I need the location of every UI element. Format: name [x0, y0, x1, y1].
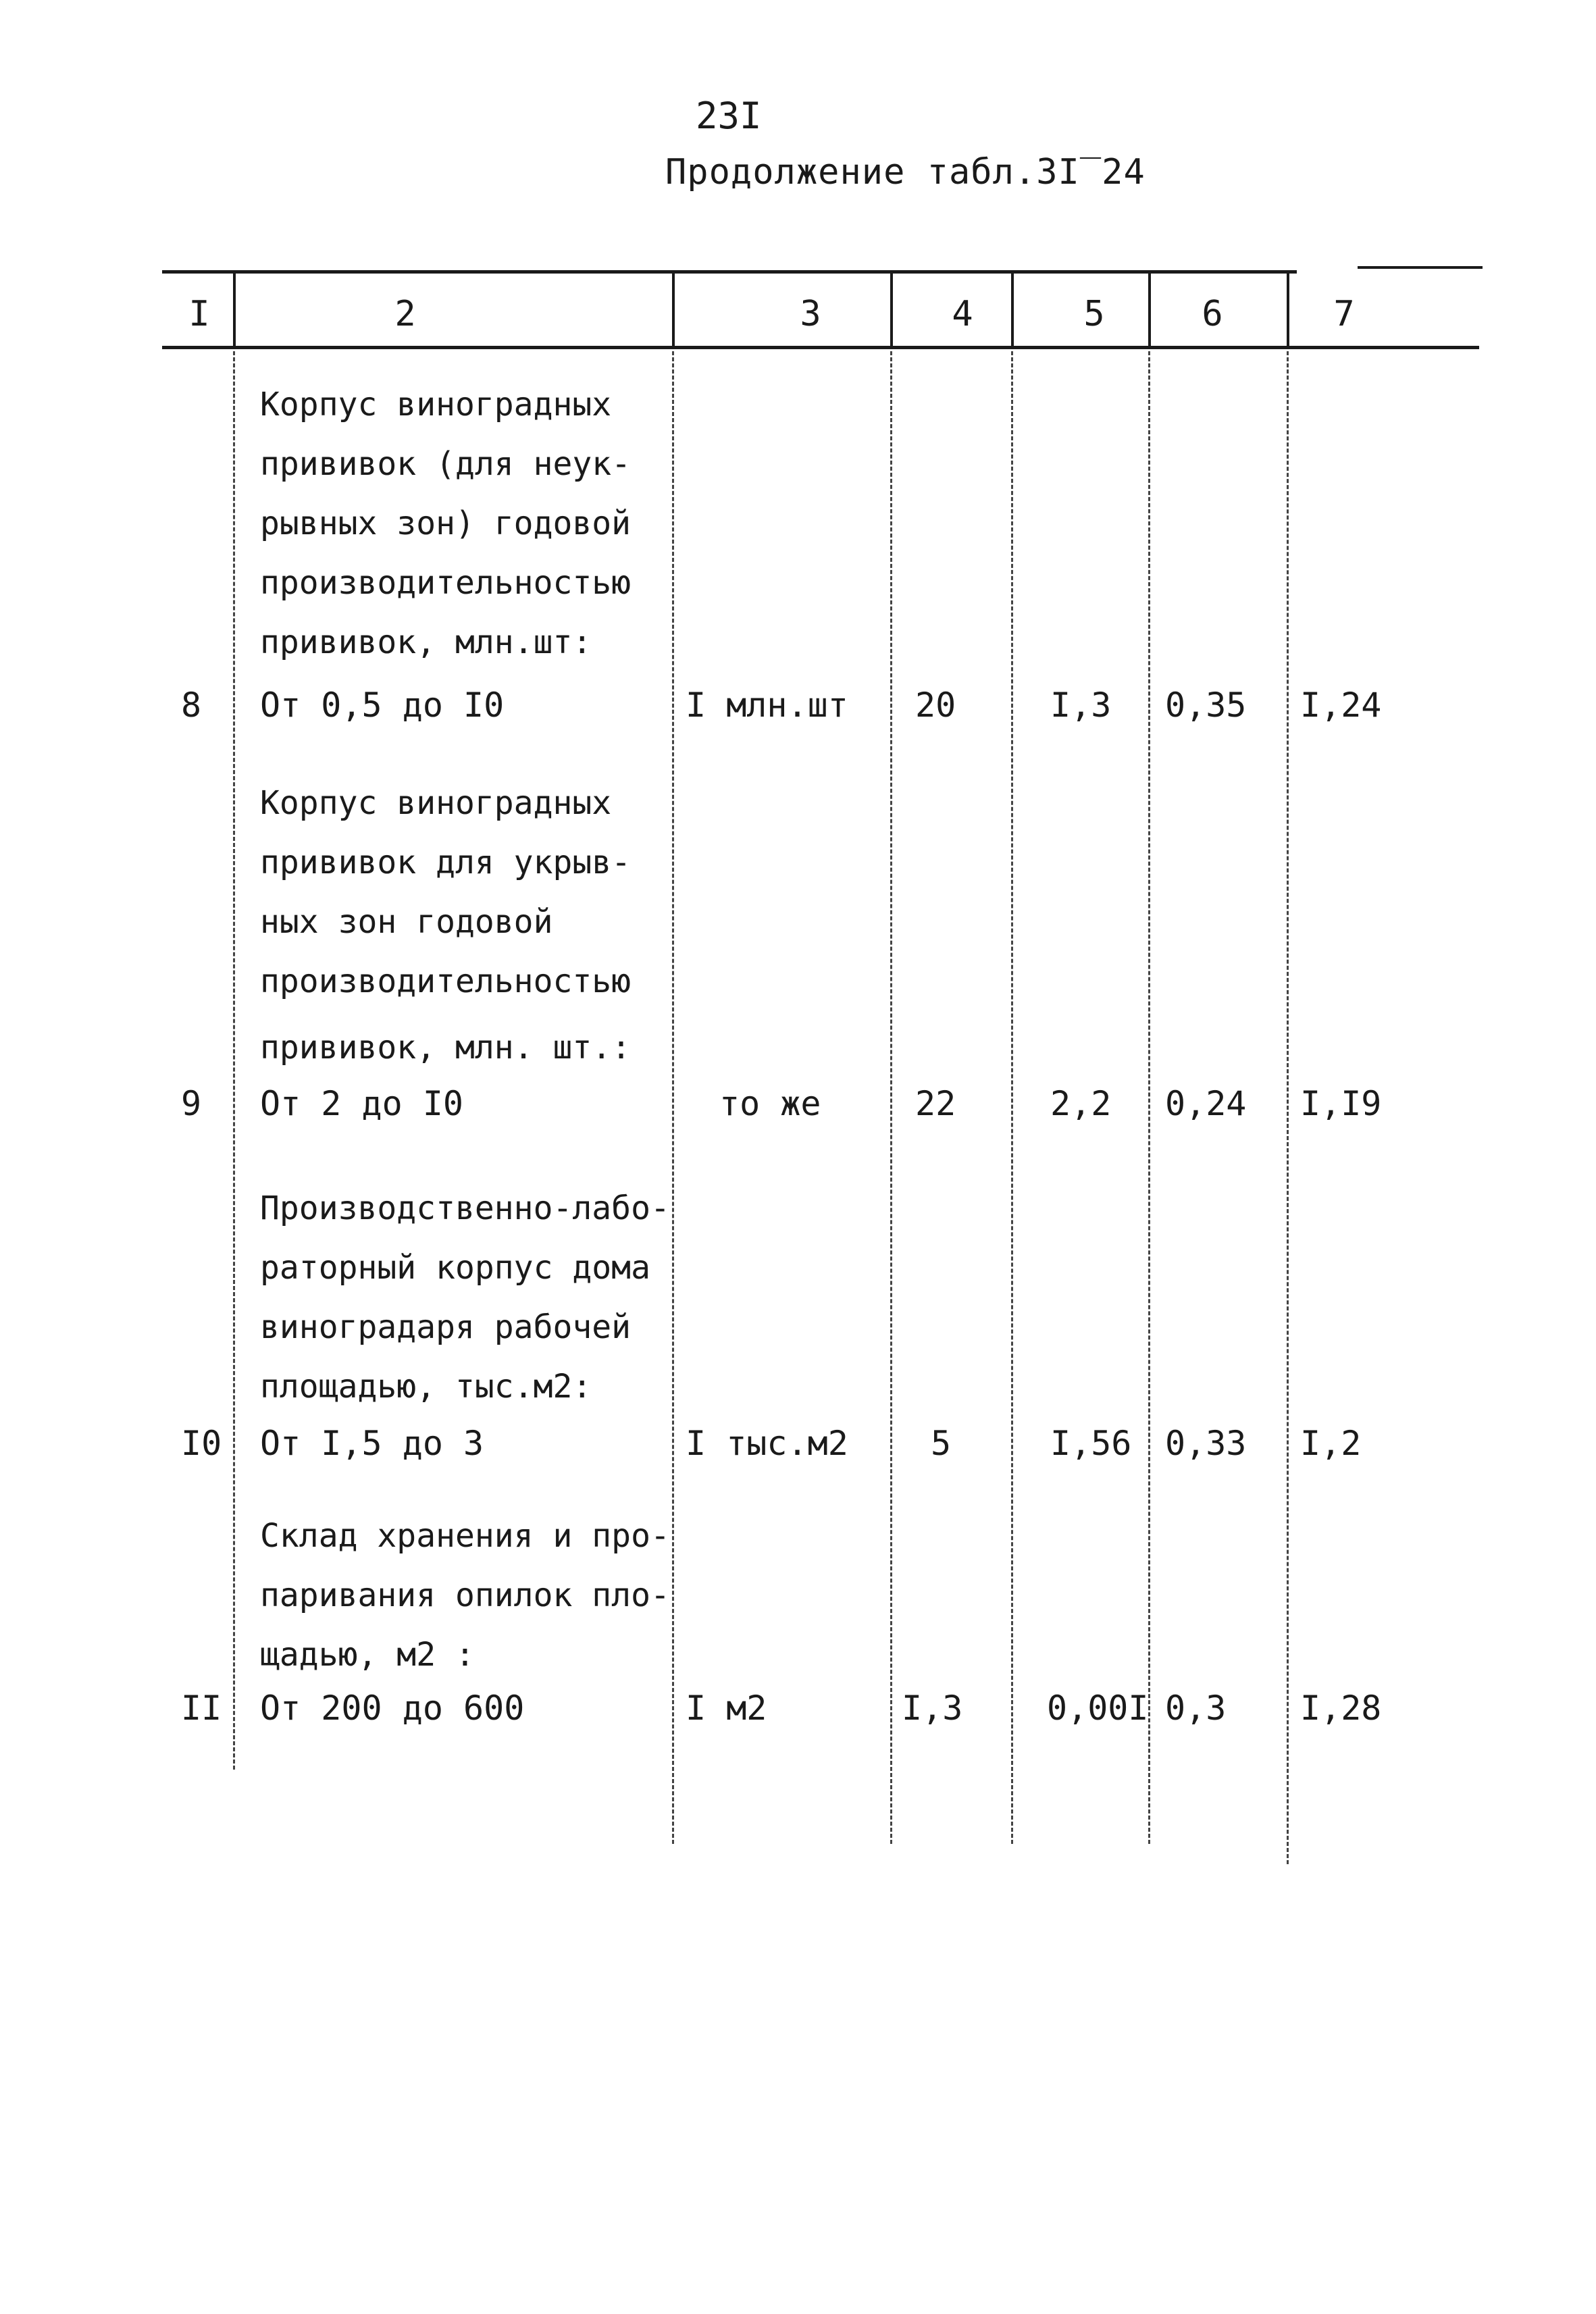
- row-col7: I,28: [1300, 1689, 1382, 1728]
- row-col4: 22: [915, 1084, 956, 1123]
- description-line: Корпус виноградных: [260, 784, 612, 822]
- description-line: прививок, млн.шт:: [260, 623, 592, 661]
- description-line: ных зон годовой: [260, 903, 553, 941]
- header-cell: 6: [1202, 294, 1223, 334]
- body-divider: [672, 351, 674, 1844]
- header-cell: 2: [394, 294, 416, 334]
- row-number: 9: [181, 1084, 202, 1123]
- row-col5: 2,2: [1050, 1084, 1112, 1123]
- row-col4: 5: [931, 1424, 952, 1463]
- header-divider: [672, 270, 675, 348]
- table-top-rule-extension: [1358, 266, 1483, 269]
- row-number: 8: [181, 686, 202, 725]
- header-cell: I: [188, 294, 210, 334]
- description-line: прививок (для неук-: [260, 445, 632, 483]
- header-divider: [1287, 270, 1289, 348]
- description-line: Склад хранения и про-: [260, 1517, 670, 1555]
- row-unit: то же: [719, 1084, 821, 1123]
- row-col7: I,I9: [1300, 1084, 1382, 1123]
- row-range: От 0,5 до I0: [260, 686, 505, 725]
- header-cell: 3: [800, 294, 821, 334]
- page-number: 23I: [696, 95, 762, 137]
- row-number: II: [181, 1689, 222, 1728]
- table-header-rule: [162, 346, 1479, 349]
- row-description: [260, 773, 631, 1077]
- row-description: [260, 375, 631, 672]
- row-unit: I млн.шт: [686, 686, 848, 725]
- description-line: паривания опилок пло-: [260, 1576, 670, 1614]
- header-divider: [1148, 270, 1151, 348]
- row-col7: I,24: [1300, 686, 1382, 725]
- row-col6: 0,24: [1165, 1084, 1247, 1123]
- row-description: [260, 1179, 670, 1416]
- row-unit: I м2: [686, 1689, 767, 1728]
- header-divider: [1011, 270, 1014, 348]
- description-line: раторный корпус дома: [260, 1249, 650, 1287]
- row-unit: I тыс.м2: [686, 1424, 848, 1463]
- description-line: прививок, млн. шт.:: [260, 1029, 632, 1066]
- row-col5: I,56: [1050, 1424, 1132, 1463]
- body-divider: [1011, 351, 1013, 1844]
- row-col4: 20: [915, 686, 956, 725]
- header-cell: 4: [952, 294, 973, 334]
- row-col7: I,2: [1300, 1424, 1362, 1463]
- row-range: От I,5 до 3: [260, 1424, 484, 1463]
- description-line: Корпус виноградных: [260, 386, 612, 423]
- row-col5: I,3: [1050, 686, 1112, 725]
- body-divider: [233, 351, 235, 1770]
- body-divider: [1148, 351, 1150, 1844]
- description-line: Производственно-лабо-: [260, 1189, 670, 1227]
- header-cell: 5: [1083, 294, 1105, 334]
- row-col6: 0,33: [1165, 1424, 1247, 1463]
- row-description: [260, 1506, 670, 1685]
- description-line: прививок для укрыв-: [260, 844, 632, 881]
- header-divider: [890, 270, 893, 348]
- row-col5: 0,00I: [1047, 1689, 1149, 1728]
- description-line: рывных зон) годовой: [260, 505, 632, 542]
- description-line: производительностью: [260, 564, 632, 602]
- row-range: От 200 до 600: [260, 1689, 525, 1728]
- body-divider: [890, 351, 892, 1844]
- row-col6: 0,3: [1165, 1689, 1227, 1728]
- description-line: площадью, тыс.м2:: [260, 1368, 592, 1406]
- header-cell: 7: [1333, 294, 1355, 334]
- table-caption: Продолжение табл.3I‾24: [665, 152, 1145, 192]
- row-number: I0: [181, 1424, 222, 1463]
- row-col6: 0,35: [1165, 686, 1247, 725]
- description-line: щадью, м2 :: [260, 1636, 475, 1674]
- row-range: От 2 до I0: [260, 1084, 464, 1123]
- description-line: производительностью: [260, 962, 632, 1000]
- body-divider: [1287, 351, 1289, 1864]
- description-line: виноградаря рабочей: [260, 1308, 632, 1346]
- table-top-rule: [162, 270, 1297, 274]
- row-col4: I,3: [902, 1689, 963, 1728]
- header-divider: [233, 270, 236, 348]
